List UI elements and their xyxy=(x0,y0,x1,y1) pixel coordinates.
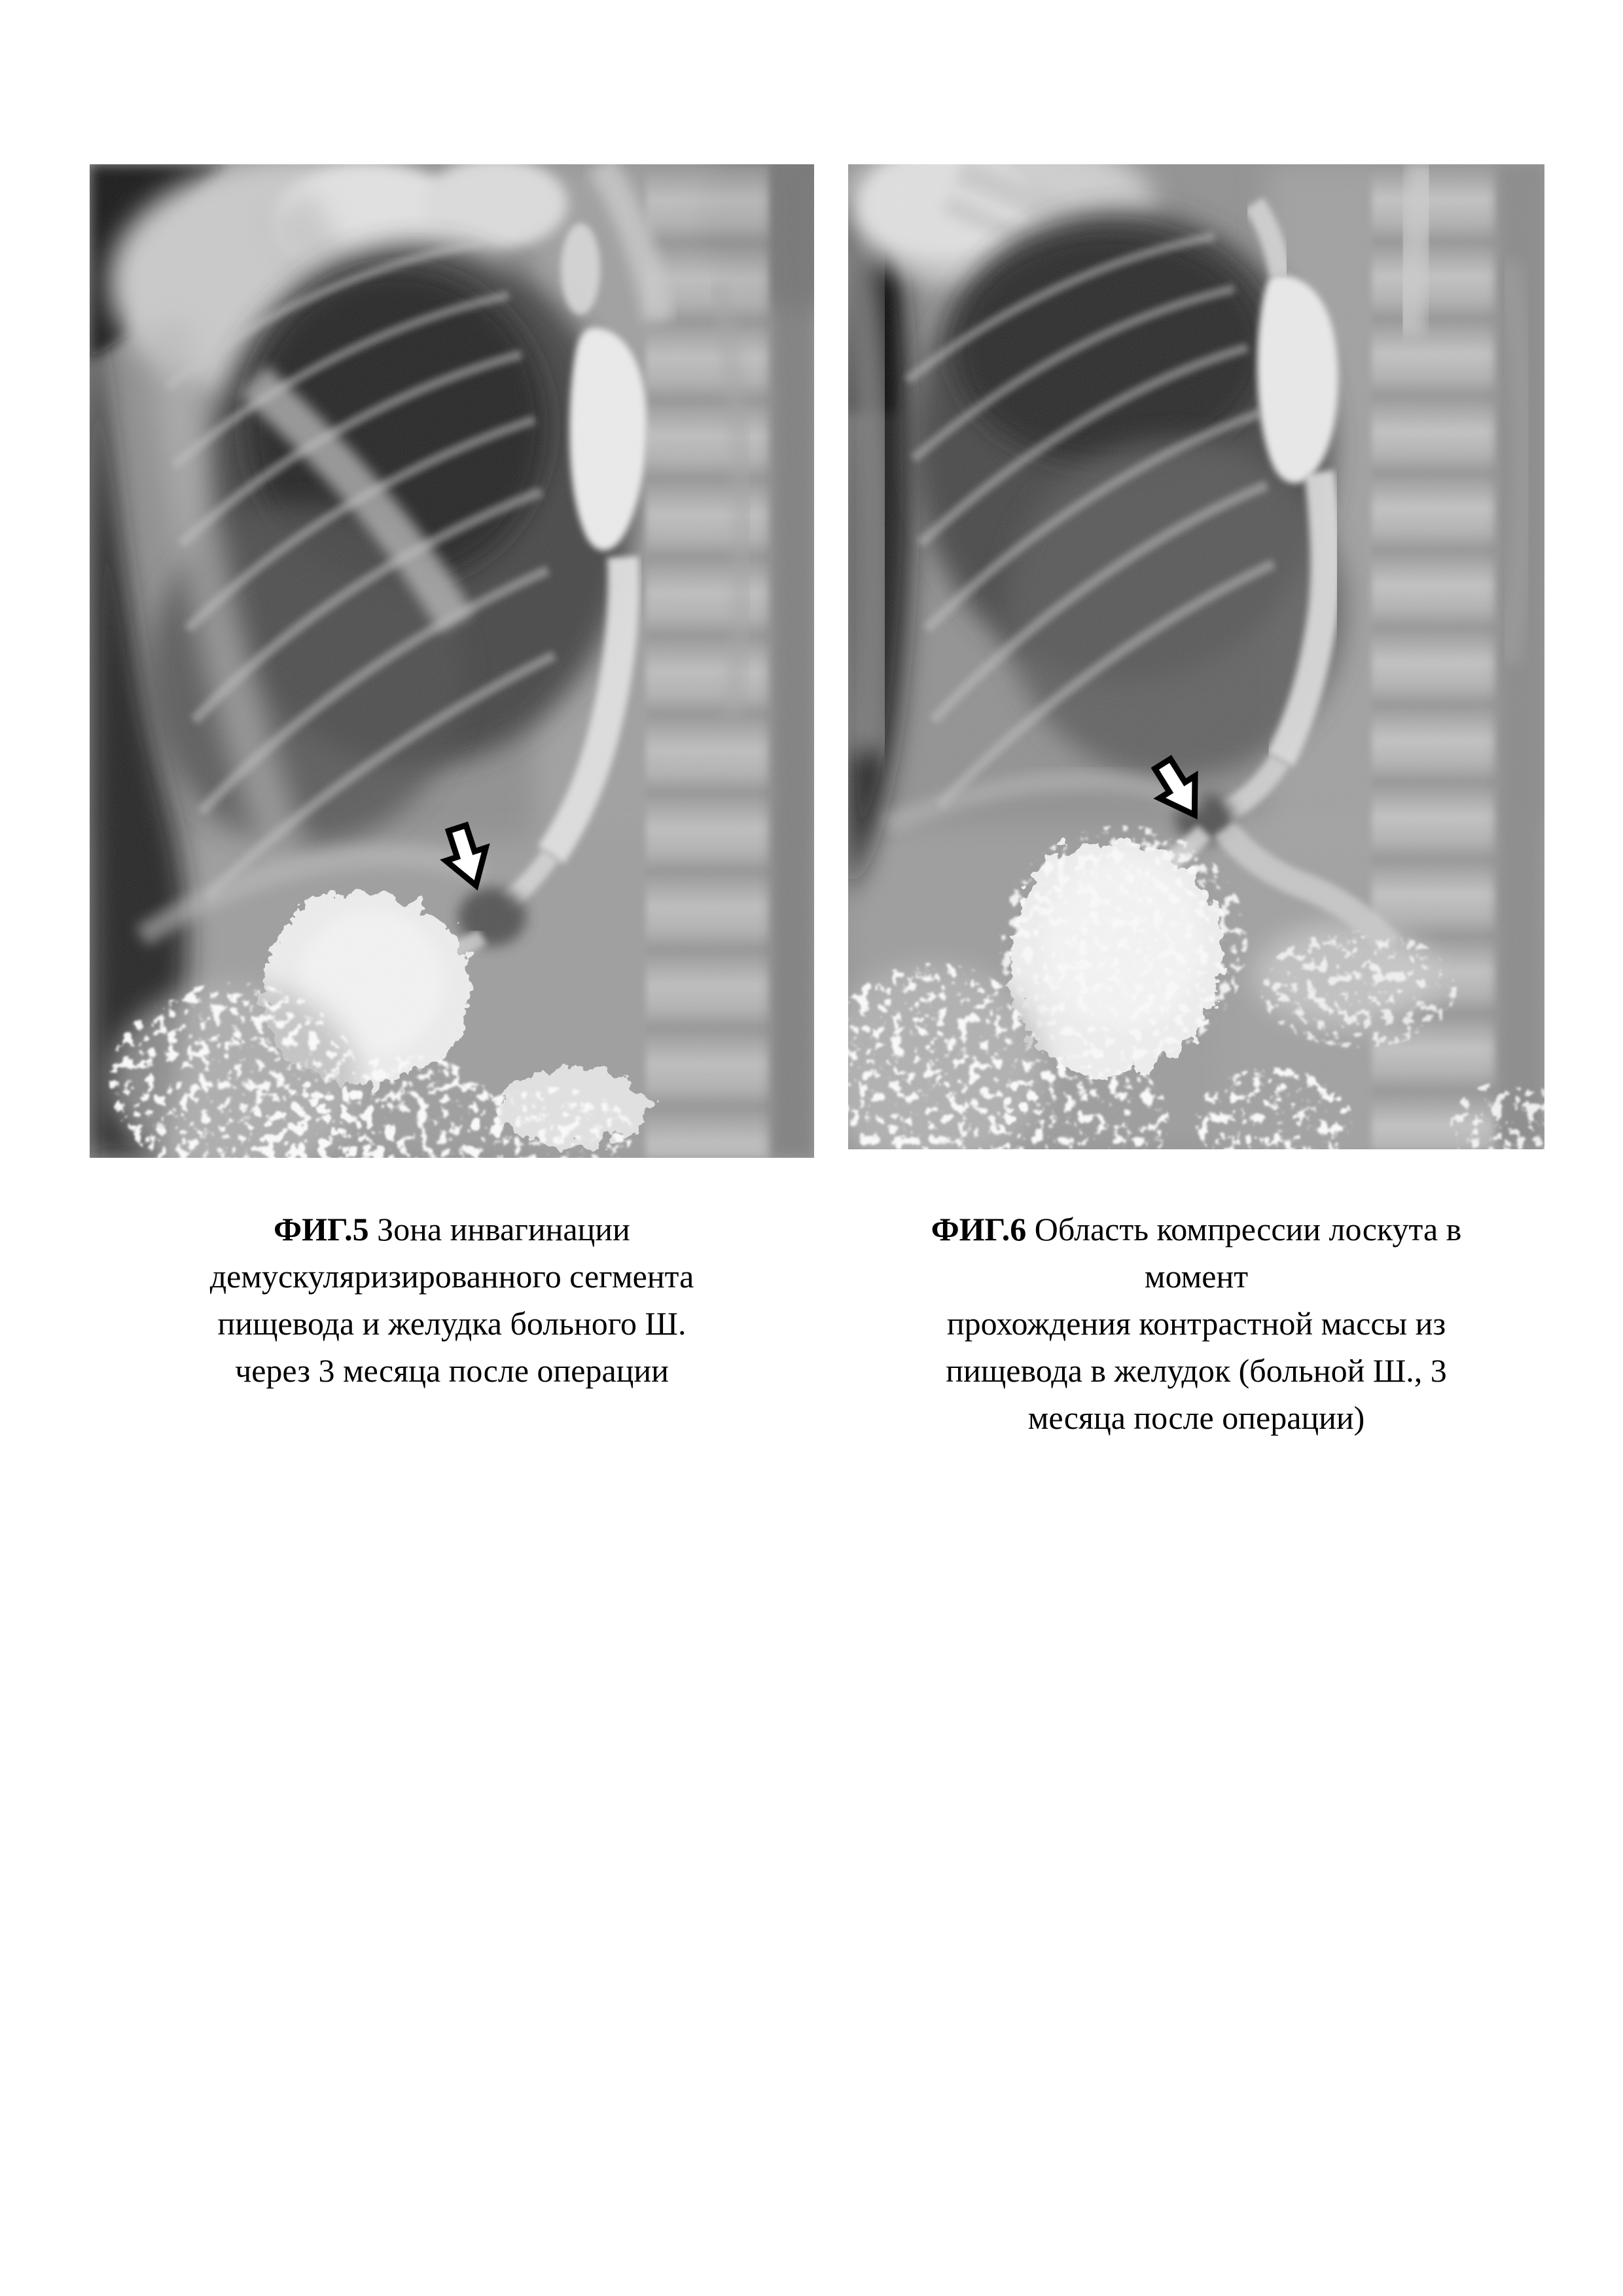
figure-5-caption xyxy=(77,1206,827,1394)
figure-6-caption xyxy=(835,1206,1558,1441)
caption-text: Область компрессии лоскута в xyxy=(1034,1211,1462,1247)
caption-line: прохождения контрастной массы из xyxy=(946,1305,1446,1342)
caption-line: месяца после операции) xyxy=(1027,1399,1365,1436)
film-grain xyxy=(90,164,814,1158)
caption-line: пищевода и желудка больного Ш. xyxy=(217,1305,687,1342)
figure-6-label: ФИГ.6 xyxy=(931,1211,1027,1247)
caption-line: демускуляризированного сегмента xyxy=(209,1258,694,1295)
film-grain xyxy=(848,164,1544,1149)
caption-text: Зона инвагинации xyxy=(377,1211,630,1247)
xray-image-fig6 xyxy=(848,164,1544,1149)
figure-5-label: ФИГ.5 xyxy=(274,1211,369,1247)
caption-line: пищевода в желудок (больной Ш., 3 xyxy=(946,1352,1447,1389)
caption-line xyxy=(835,1206,1558,1253)
xray-image-fig5 xyxy=(90,164,814,1158)
caption-line xyxy=(77,1206,827,1253)
caption-line: через 3 месяца после операции xyxy=(235,1352,669,1389)
caption-line: момент xyxy=(1144,1258,1249,1295)
